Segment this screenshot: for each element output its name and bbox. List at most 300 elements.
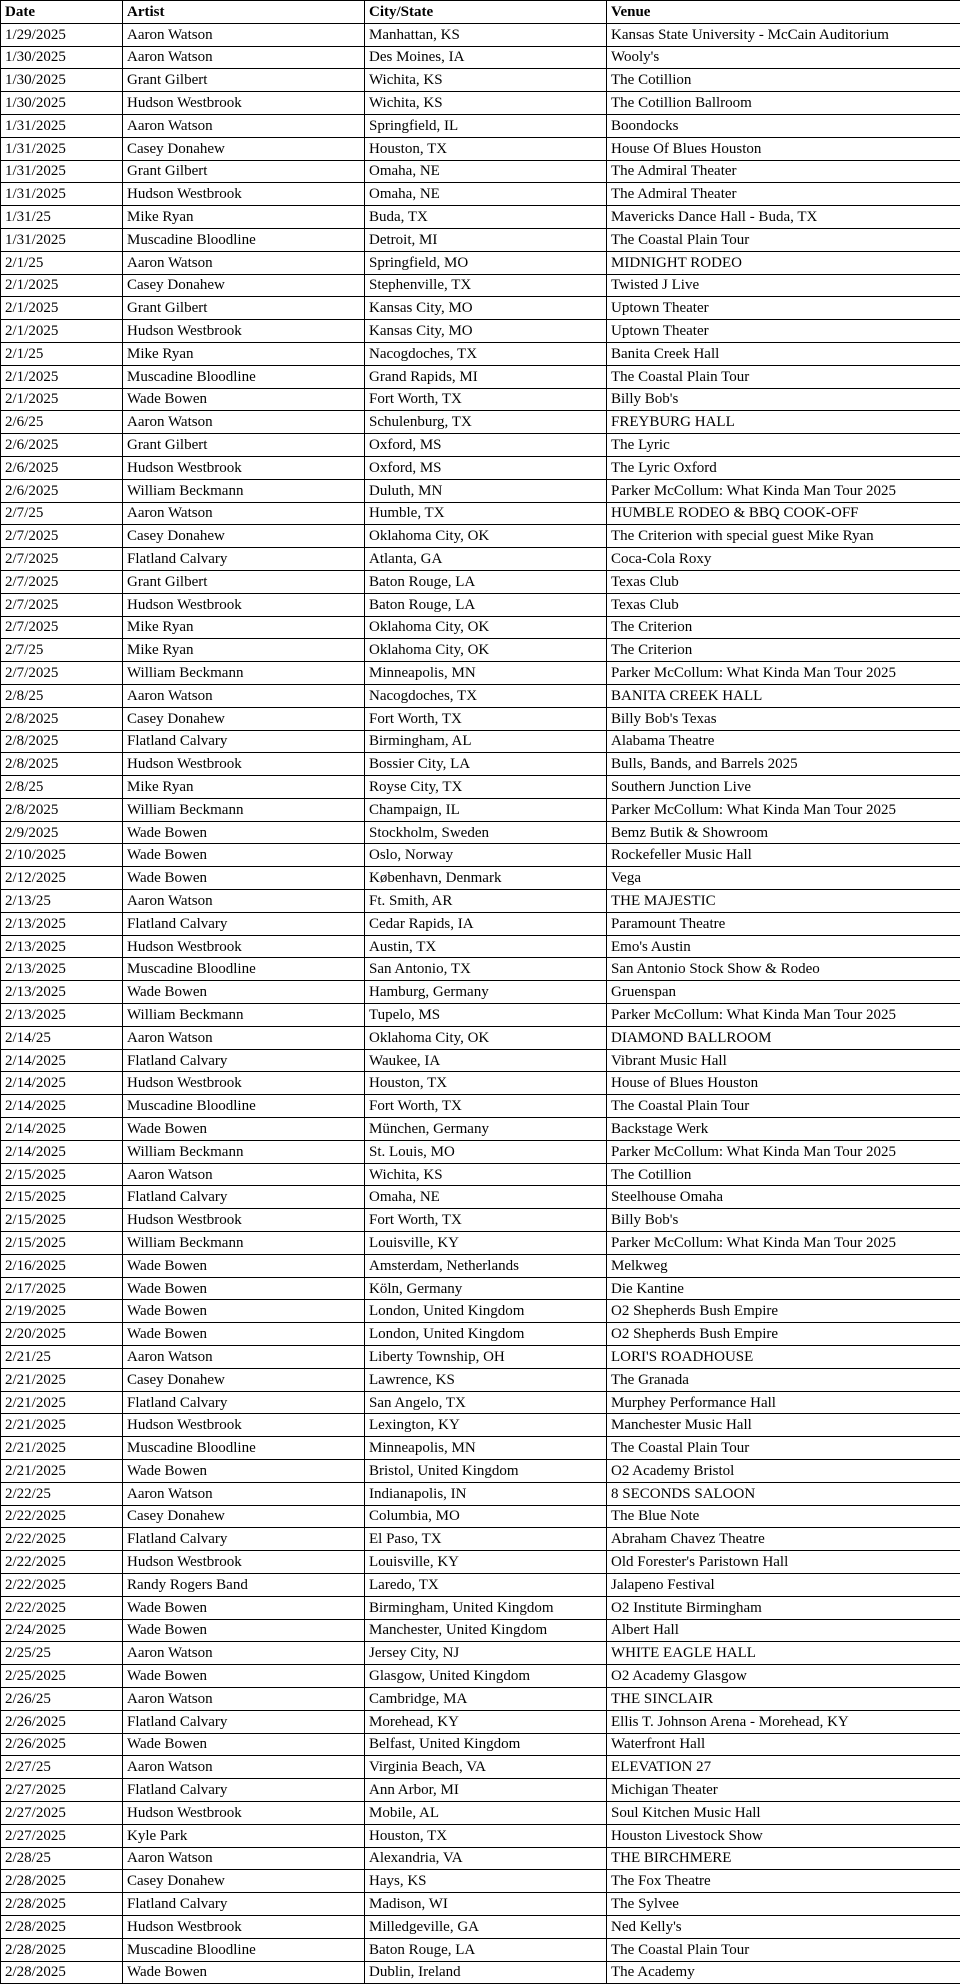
cell-date: 1/30/2025 (1, 69, 123, 92)
cell-date: 2/14/2025 (1, 1049, 123, 1072)
cell-date: 2/1/2025 (1, 365, 123, 388)
cell-venue: The Lyric (607, 434, 960, 457)
cell-city-state: Stockholm, Sweden (365, 821, 607, 844)
cell-city-state: Stephenville, TX (365, 274, 607, 297)
table-row (1, 867, 960, 890)
cell-city-state: Madison, WI (365, 1893, 607, 1916)
cell-artist: Casey Donahew (123, 274, 365, 297)
cell-date: 1/30/2025 (1, 92, 123, 115)
cell-city-state: Louisville, KY (365, 1551, 607, 1574)
cell-date: 2/7/2025 (1, 525, 123, 548)
cell-artist: Aaron Watson (123, 1163, 365, 1186)
cell-artist: Aaron Watson (123, 1026, 365, 1049)
table-row (1, 1733, 960, 1756)
table-row (1, 753, 960, 776)
cell-date: 1/29/2025 (1, 23, 123, 46)
cell-artist: Wade Bowen (123, 1277, 365, 1300)
cell-venue: Abraham Chavez Theatre (607, 1528, 960, 1551)
table-row (1, 456, 960, 479)
cell-city-state: Manhattan, KS (365, 23, 607, 46)
cell-date: 2/14/2025 (1, 1140, 123, 1163)
cell-artist: Muscadine Bloodline (123, 228, 365, 251)
table-row (1, 1232, 960, 1255)
cell-venue: The Academy (607, 1961, 960, 1984)
cell-artist: Randy Rogers Band (123, 1573, 365, 1596)
cell-venue: Billy Bob's (607, 388, 960, 411)
cell-city-state: Bristol, United Kingdom (365, 1460, 607, 1483)
cell-venue: MIDNIGHT RODEO (607, 251, 960, 274)
cell-venue: Uptown Theater (607, 297, 960, 320)
cell-venue: House of Blues Houston (607, 1072, 960, 1095)
cell-artist: Hudson Westbrook (123, 1414, 365, 1437)
table-row (1, 662, 960, 685)
cell-city-state: Omaha, NE (365, 183, 607, 206)
cell-venue: Boondocks (607, 114, 960, 137)
cell-date: 2/8/2025 (1, 730, 123, 753)
cell-date: 1/31/2025 (1, 183, 123, 206)
table-row (1, 525, 960, 548)
table-row (1, 1824, 960, 1847)
cell-city-state: Amsterdam, Netherlands (365, 1254, 607, 1277)
cell-artist: Hudson Westbrook (123, 456, 365, 479)
cell-city-state: Virginia Beach, VA (365, 1756, 607, 1779)
table-row (1, 23, 960, 46)
cell-artist: Aaron Watson (123, 251, 365, 274)
table-row (1, 912, 960, 935)
table-row (1, 1460, 960, 1483)
table-row (1, 798, 960, 821)
cell-venue: Texas Club (607, 570, 960, 593)
cell-artist: Aaron Watson (123, 1642, 365, 1665)
table-row (1, 365, 960, 388)
table-row (1, 1346, 960, 1369)
table-row (1, 1118, 960, 1141)
cell-artist: Wade Bowen (123, 1118, 365, 1141)
cell-venue: Parker McCollum: What Kinda Man Tour 2025 (607, 479, 960, 502)
table-row (1, 388, 960, 411)
cell-artist: Mike Ryan (123, 776, 365, 799)
cell-date: 2/7/2025 (1, 593, 123, 616)
cell-city-state: Fort Worth, TX (365, 707, 607, 730)
table-row (1, 1323, 960, 1346)
cell-artist: Muscadine Bloodline (123, 1437, 365, 1460)
table-row (1, 1300, 960, 1323)
cell-artist: Wade Bowen (123, 1596, 365, 1619)
cell-date: 2/7/2025 (1, 616, 123, 639)
table-row (1, 1870, 960, 1893)
cell-city-state: Glasgow, United Kingdom (365, 1665, 607, 1688)
cell-city-state: Jersey City, NJ (365, 1642, 607, 1665)
cell-artist: Casey Donahew (123, 707, 365, 730)
cell-artist: Wade Bowen (123, 821, 365, 844)
cell-city-state: Humble, TX (365, 502, 607, 525)
cell-venue: Uptown Theater (607, 320, 960, 343)
cell-venue: The Fox Theatre (607, 1870, 960, 1893)
table-row (1, 92, 960, 115)
cell-artist: Hudson Westbrook (123, 1072, 365, 1095)
cell-artist: Aaron Watson (123, 502, 365, 525)
cell-date: 2/14/25 (1, 1026, 123, 1049)
cell-city-state: Oslo, Norway (365, 844, 607, 867)
cell-city-state: Grand Rapids, MI (365, 365, 607, 388)
cell-venue: Vibrant Music Hall (607, 1049, 960, 1072)
table-row (1, 137, 960, 160)
cell-date: 2/13/2025 (1, 981, 123, 1004)
cell-date: 2/6/2025 (1, 456, 123, 479)
cell-city-state: Springfield, MO (365, 251, 607, 274)
cell-venue: FREYBURG HALL (607, 411, 960, 434)
cell-venue: The Coastal Plain Tour (607, 228, 960, 251)
cell-venue: 8 SECONDS SALOON (607, 1482, 960, 1505)
column-header-artist: Artist (123, 1, 365, 24)
cell-city-state: Springfield, IL (365, 114, 607, 137)
cell-artist: Flatland Calvary (123, 1710, 365, 1733)
cell-venue: Melkweg (607, 1254, 960, 1277)
cell-artist: Grant Gilbert (123, 570, 365, 593)
cell-date: 1/30/2025 (1, 46, 123, 69)
table-row (1, 616, 960, 639)
cell-artist: Mike Ryan (123, 639, 365, 662)
cell-venue: O2 Shepherds Bush Empire (607, 1323, 960, 1346)
cell-date: 2/14/2025 (1, 1072, 123, 1095)
cell-city-state: Indianapolis, IN (365, 1482, 607, 1505)
cell-artist: William Beckmann (123, 798, 365, 821)
table-row (1, 502, 960, 525)
cell-venue: The Criterion with special guest Mike Ryan (607, 525, 960, 548)
cell-artist: Aaron Watson (123, 684, 365, 707)
cell-artist: Aaron Watson (123, 114, 365, 137)
table-row (1, 844, 960, 867)
cell-artist: Flatland Calvary (123, 1186, 365, 1209)
cell-city-state: Buda, TX (365, 206, 607, 229)
cell-venue: Michigan Theater (607, 1779, 960, 1802)
cell-artist: Grant Gilbert (123, 69, 365, 92)
cell-artist: Flatland Calvary (123, 1779, 365, 1802)
cell-artist: Hudson Westbrook (123, 593, 365, 616)
table-row (1, 1710, 960, 1733)
table-row (1, 1277, 960, 1300)
table-row (1, 1414, 960, 1437)
cell-city-state: London, United Kingdom (365, 1300, 607, 1323)
cell-city-state: Omaha, NE (365, 160, 607, 183)
cell-venue: Billy Bob's Texas (607, 707, 960, 730)
table-row (1, 981, 960, 1004)
cell-city-state: Minneapolis, MN (365, 1437, 607, 1460)
cell-venue: House Of Blues Houston (607, 137, 960, 160)
cell-artist: Grant Gilbert (123, 297, 365, 320)
table-row (1, 228, 960, 251)
cell-artist: Flatland Calvary (123, 1049, 365, 1072)
cell-artist: Wade Bowen (123, 1961, 365, 1984)
cell-venue: The Cotillion Ballroom (607, 92, 960, 115)
cell-city-state: Ann Arbor, MI (365, 1779, 607, 1802)
cell-city-state: Cambridge, MA (365, 1687, 607, 1710)
cell-venue: The Cotillion (607, 1163, 960, 1186)
cell-city-state: Mobile, AL (365, 1801, 607, 1824)
cell-date: 2/13/25 (1, 890, 123, 913)
column-header-venue: Venue (607, 1, 960, 24)
cell-city-state: Oklahoma City, OK (365, 525, 607, 548)
cell-city-state: Royse City, TX (365, 776, 607, 799)
cell-city-state: Oxford, MS (365, 456, 607, 479)
cell-date: 2/22/2025 (1, 1596, 123, 1619)
cell-venue: Ellis T. Johnson Arena - Morehead, KY (607, 1710, 960, 1733)
table-body (1, 23, 960, 1984)
cell-date: 2/1/2025 (1, 297, 123, 320)
table-row (1, 1756, 960, 1779)
cell-venue: O2 Academy Glasgow (607, 1665, 960, 1688)
cell-artist: Hudson Westbrook (123, 1209, 365, 1232)
table-row (1, 206, 960, 229)
cell-city-state: Dublin, Ireland (365, 1961, 607, 1984)
table-row (1, 1186, 960, 1209)
table-row (1, 639, 960, 662)
cell-venue: Southern Junction Live (607, 776, 960, 799)
cell-date: 2/27/2025 (1, 1824, 123, 1847)
cell-artist: Muscadine Bloodline (123, 958, 365, 981)
cell-city-state: San Antonio, TX (365, 958, 607, 981)
cell-date: 2/14/2025 (1, 1118, 123, 1141)
cell-date: 2/28/2025 (1, 1870, 123, 1893)
table-row (1, 160, 960, 183)
header-row (1, 1, 960, 24)
table-row (1, 114, 960, 137)
cell-venue: Texas Club (607, 593, 960, 616)
cell-venue: Bulls, Bands, and Barrels 2025 (607, 753, 960, 776)
table-row (1, 821, 960, 844)
cell-venue: Gruenspan (607, 981, 960, 1004)
cell-date: 2/8/2025 (1, 707, 123, 730)
cell-artist: Flatland Calvary (123, 548, 365, 571)
table-row (1, 1961, 960, 1984)
cell-city-state: Cedar Rapids, IA (365, 912, 607, 935)
cell-date: 2/28/2025 (1, 1893, 123, 1916)
cell-date: 2/20/2025 (1, 1323, 123, 1346)
cell-artist: Aaron Watson (123, 1756, 365, 1779)
cell-venue: Murphey Performance Hall (607, 1391, 960, 1414)
table-row (1, 1551, 960, 1574)
cell-city-state: Baton Rouge, LA (365, 570, 607, 593)
cell-date: 2/15/2025 (1, 1186, 123, 1209)
cell-venue: HUMBLE RODEO & BBQ COOK-OFF (607, 502, 960, 525)
cell-city-state: Belfast, United Kingdom (365, 1733, 607, 1756)
table-row (1, 1391, 960, 1414)
table-row (1, 1437, 960, 1460)
cell-date: 2/16/2025 (1, 1254, 123, 1277)
cell-city-state: Bossier City, LA (365, 753, 607, 776)
cell-artist: Wade Bowen (123, 1254, 365, 1277)
cell-artist: William Beckmann (123, 662, 365, 685)
table-row (1, 1619, 960, 1642)
cell-artist: Wade Bowen (123, 1300, 365, 1323)
cell-artist: Wade Bowen (123, 1619, 365, 1642)
cell-venue: Rockefeller Music Hall (607, 844, 960, 867)
cell-date: 1/31/2025 (1, 114, 123, 137)
table-row (1, 935, 960, 958)
cell-artist: William Beckmann (123, 1004, 365, 1027)
cell-city-state: Oklahoma City, OK (365, 639, 607, 662)
cell-artist: Aaron Watson (123, 890, 365, 913)
cell-venue: Coca-Cola Roxy (607, 548, 960, 571)
cell-venue: Mavericks Dance Hall - Buda, TX (607, 206, 960, 229)
cell-city-state: San Angelo, TX (365, 1391, 607, 1414)
cell-venue: THE BIRCHMERE (607, 1847, 960, 1870)
cell-date: 2/24/2025 (1, 1619, 123, 1642)
cell-artist: Muscadine Bloodline (123, 365, 365, 388)
cell-city-state: Wichita, KS (365, 69, 607, 92)
cell-city-state: Austin, TX (365, 935, 607, 958)
cell-artist: Aaron Watson (123, 1346, 365, 1369)
cell-venue: The Criterion (607, 616, 960, 639)
cell-date: 2/7/2025 (1, 548, 123, 571)
cell-venue: The Cotillion (607, 69, 960, 92)
table-row (1, 69, 960, 92)
cell-venue: THE MAJESTIC (607, 890, 960, 913)
cell-venue: The Lyric Oxford (607, 456, 960, 479)
cell-venue: The Coastal Plain Tour (607, 1938, 960, 1961)
cell-artist: Hudson Westbrook (123, 753, 365, 776)
table-row (1, 776, 960, 799)
table-row (1, 707, 960, 730)
table-row (1, 593, 960, 616)
cell-date: 2/19/2025 (1, 1300, 123, 1323)
cell-artist: William Beckmann (123, 1232, 365, 1255)
cell-artist: Hudson Westbrook (123, 320, 365, 343)
cell-city-state: Hamburg, Germany (365, 981, 607, 1004)
cell-venue: The Blue Note (607, 1505, 960, 1528)
cell-artist: Flatland Calvary (123, 1391, 365, 1414)
table-row (1, 1801, 960, 1824)
cell-venue: The Coastal Plain Tour (607, 365, 960, 388)
cell-artist: Hudson Westbrook (123, 1801, 365, 1824)
cell-artist: Wade Bowen (123, 844, 365, 867)
cell-artist: Wade Bowen (123, 1460, 365, 1483)
cell-city-state: Louisville, KY (365, 1232, 607, 1255)
table-row (1, 570, 960, 593)
cell-date: 2/6/2025 (1, 434, 123, 457)
table-row (1, 1642, 960, 1665)
column-header-date: Date (1, 1, 123, 24)
cell-artist: Hudson Westbrook (123, 183, 365, 206)
table-row (1, 479, 960, 502)
cell-date: 2/13/2025 (1, 958, 123, 981)
cell-date: 2/26/2025 (1, 1733, 123, 1756)
cell-city-state: Minneapolis, MN (365, 662, 607, 685)
cell-date: 2/21/2025 (1, 1460, 123, 1483)
cell-date: 2/22/2025 (1, 1528, 123, 1551)
cell-date: 2/17/2025 (1, 1277, 123, 1300)
cell-city-state: Champaign, IL (365, 798, 607, 821)
cell-date: 2/22/2025 (1, 1505, 123, 1528)
cell-date: 2/7/25 (1, 502, 123, 525)
cell-venue: Parker McCollum: What Kinda Man Tour 2025 (607, 1232, 960, 1255)
table-row (1, 297, 960, 320)
cell-city-state: Alexandria, VA (365, 1847, 607, 1870)
cell-artist: Hudson Westbrook (123, 1551, 365, 1574)
cell-city-state: St. Louis, MO (365, 1140, 607, 1163)
cell-artist: Aaron Watson (123, 46, 365, 69)
cell-venue: The Admiral Theater (607, 183, 960, 206)
cell-artist: Wade Bowen (123, 981, 365, 1004)
cell-artist: Flatland Calvary (123, 912, 365, 935)
cell-venue: Albert Hall (607, 1619, 960, 1642)
cell-date: 2/27/2025 (1, 1779, 123, 1802)
table-row (1, 1596, 960, 1619)
cell-city-state: Detroit, MI (365, 228, 607, 251)
cell-venue: Backstage Werk (607, 1118, 960, 1141)
cell-date: 2/1/25 (1, 342, 123, 365)
cell-city-state: Omaha, NE (365, 1186, 607, 1209)
cell-venue: Waterfront Hall (607, 1733, 960, 1756)
cell-city-state: Oxford, MS (365, 434, 607, 457)
table-row (1, 411, 960, 434)
cell-city-state: Nacogdoches, TX (365, 684, 607, 707)
cell-date: 2/28/2025 (1, 1938, 123, 1961)
cell-city-state: Waukee, IA (365, 1049, 607, 1072)
cell-artist: Aaron Watson (123, 1482, 365, 1505)
cell-city-state: Birmingham, United Kingdom (365, 1596, 607, 1619)
column-header-city-state: City/State (365, 1, 607, 24)
table-row (1, 1665, 960, 1688)
cell-city-state: München, Germany (365, 1118, 607, 1141)
cell-city-state: Hays, KS (365, 1870, 607, 1893)
cell-venue: The Coastal Plain Tour (607, 1095, 960, 1118)
cell-date: 2/7/2025 (1, 570, 123, 593)
cell-city-state: Houston, TX (365, 1072, 607, 1095)
cell-date: 2/21/25 (1, 1346, 123, 1369)
cell-city-state: Kansas City, MO (365, 297, 607, 320)
table-row (1, 46, 960, 69)
table-row (1, 730, 960, 753)
cell-date: 2/6/2025 (1, 479, 123, 502)
cell-venue: BANITA CREEK HALL (607, 684, 960, 707)
cell-city-state: Columbia, MO (365, 1505, 607, 1528)
cell-artist: Casey Donahew (123, 1368, 365, 1391)
cell-city-state: Liberty Township, OH (365, 1346, 607, 1369)
table-row (1, 1140, 960, 1163)
cell-artist: Mike Ryan (123, 206, 365, 229)
cell-date: 2/27/2025 (1, 1801, 123, 1824)
table-row (1, 1049, 960, 1072)
cell-city-state: Manchester, United Kingdom (365, 1619, 607, 1642)
cell-artist: Muscadine Bloodline (123, 1938, 365, 1961)
cell-date: 2/10/2025 (1, 844, 123, 867)
table-row (1, 1026, 960, 1049)
cell-city-state: El Paso, TX (365, 1528, 607, 1551)
cell-artist: Mike Ryan (123, 342, 365, 365)
table-row (1, 1095, 960, 1118)
cell-date: 2/15/2025 (1, 1209, 123, 1232)
cell-venue: Jalapeno Festival (607, 1573, 960, 1596)
cell-artist: Hudson Westbrook (123, 92, 365, 115)
table-row (1, 1368, 960, 1391)
cell-artist: Flatland Calvary (123, 730, 365, 753)
cell-date: 2/8/2025 (1, 798, 123, 821)
table-row (1, 1163, 960, 1186)
table-row (1, 1072, 960, 1095)
cell-city-state: Ft. Smith, AR (365, 890, 607, 913)
cell-date: 2/22/2025 (1, 1551, 123, 1574)
cell-venue: The Granada (607, 1368, 960, 1391)
cell-city-state: Baton Rouge, LA (365, 1938, 607, 1961)
cell-venue: Die Kantine (607, 1277, 960, 1300)
cell-artist: Grant Gilbert (123, 160, 365, 183)
cell-date: 1/31/2025 (1, 228, 123, 251)
cell-venue: O2 Shepherds Bush Empire (607, 1300, 960, 1323)
cell-city-state: Kansas City, MO (365, 320, 607, 343)
cell-city-state: Oklahoma City, OK (365, 1026, 607, 1049)
cell-date: 2/15/2025 (1, 1163, 123, 1186)
